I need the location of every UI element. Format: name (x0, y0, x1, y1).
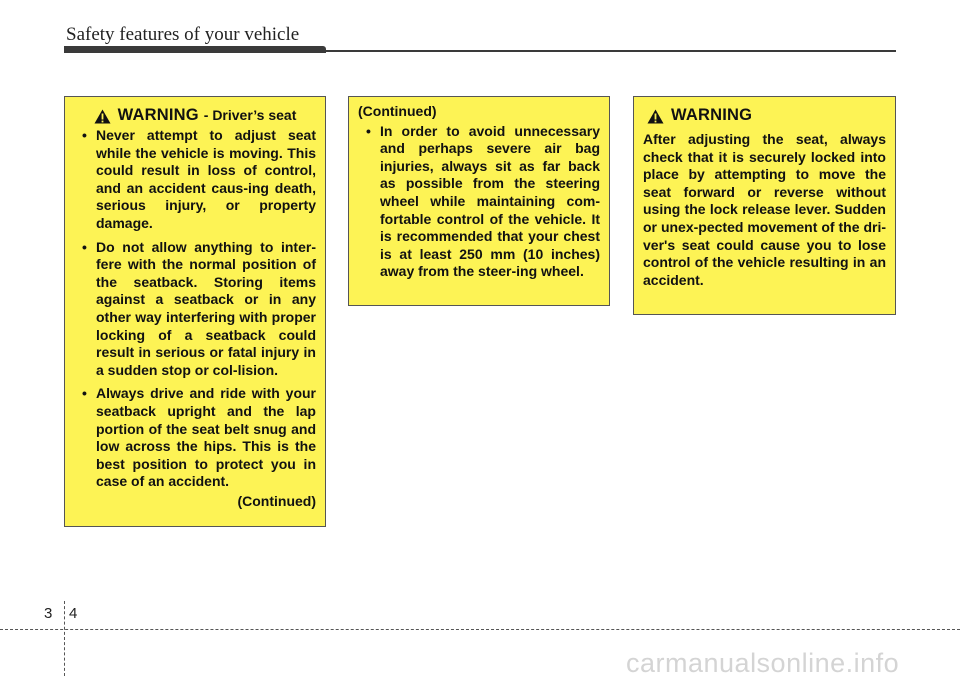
header-rule (64, 50, 896, 52)
warning-word: WARNING (117, 106, 199, 125)
bullet-item: • Do not allow anything to inter-fere with the normal position of the seatback. Storing items against a seatback or in any other way interfering with proper locking of a seatback could result in serious or fatal injury in a sudden stop or col-lision. (74, 239, 316, 380)
bullet-item: • Never attempt to adjust seat while the vehicle is moving. This could result in loss of control, and an accident caus-ing death, serious injury, or property damage. (74, 127, 316, 233)
section-number: 3 (44, 605, 53, 622)
page-number: 4 (69, 605, 78, 622)
warning-box-drivers-seat (64, 96, 326, 527)
footer-dashed-rule (0, 629, 960, 630)
warning-word: WARNING (671, 106, 753, 125)
warning-box-continued (348, 96, 610, 306)
warning-text: After adjusting the seat, always check that it is securely locked into place by attempting to move the seat forward or reverse without using the lock release lever. Sudden or unex-pected movement of the dri-ver's seat could cause you to lose control of the vehicle resulting in an accident. (643, 131, 886, 288)
continued-label: (Continued) (358, 103, 437, 119)
warning-subtitle: - Driver’s seat (203, 107, 297, 124)
bullet-item: • In order to avoid unnecessary and perhaps severe air bag injuries, always sit as far back as possible from the steering wheel while maintaining com-fortable control of the vehicle. It is recommended that your chest is at least 250 mm (10 inches) away from the steer-ing wheel. (358, 123, 600, 281)
bullet-item: • Always drive and ride with your seatback upright and the lap portion of the seat belt snug and low across the hips. This is the best position to protect you in case of an accident. (74, 385, 316, 491)
warning-header (647, 105, 886, 127)
page-header-title: Safety features of your vehicle (66, 24, 300, 45)
warning-header (74, 105, 316, 127)
continued-label: (Continued) (237, 492, 316, 509)
warning-triangle-icon (94, 109, 111, 124)
warning-triangle-icon (647, 109, 664, 124)
watermark-text: carmanualsonline.info (626, 648, 900, 678)
warning-box-seat-lock (633, 96, 896, 315)
footer-dashed-divider (64, 601, 65, 676)
